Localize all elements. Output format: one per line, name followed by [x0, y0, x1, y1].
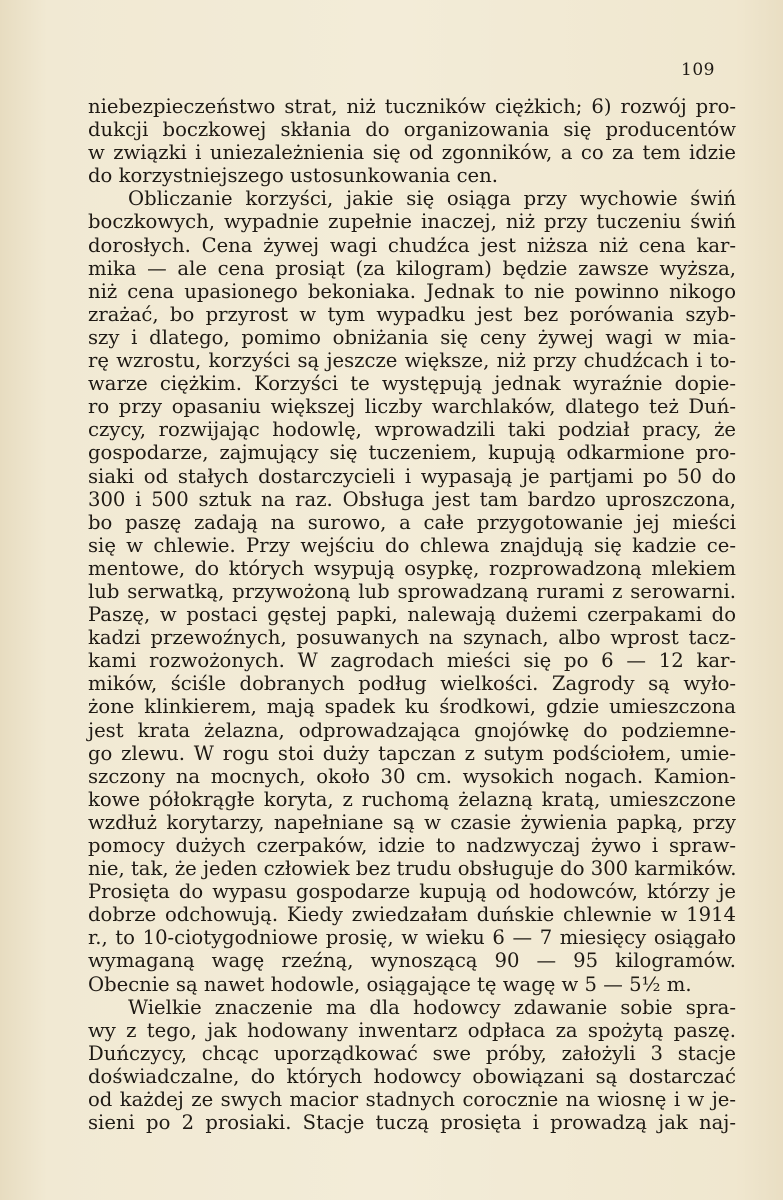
- text-line: Wielkie znaczenie ma dla hodowcy zdawanie sobie spra-: [128, 995, 736, 1019]
- text-line: czycy, rozwijając hodowlę, wprowadzili taki podział pracy, że: [88, 418, 736, 442]
- text-line: wzdłuż korytarzy, napełniane są w czasie żywienia papką, przy: [88, 810, 736, 834]
- text-line: pomocy dużych czerpaków, idzie to nadzwyczaj żywo i spraw-: [88, 834, 736, 857]
- text-line: Paszę, w postaci gęstej papki, nalewają dużemi czerpakami do: [88, 603, 736, 627]
- text-line: szy i dlatego, pomimo obniżania się ceny żywej wagi w mia-: [88, 325, 736, 349]
- text-line: r., to 10-ciotygodniowe prosię, w wieku 6 — 7 miesięcy osiągało: [88, 926, 736, 950]
- text-line: doświadczalne, do których hodowcy obowiązani są dostarczać: [88, 1064, 736, 1088]
- text-line: zrażać, bo przyrost w tym wypadku jest bez porówania szyb-: [88, 302, 736, 326]
- text-line: jest krata żelazna, odprowadzająca gnojówkę do podziemne-: [88, 718, 736, 742]
- text-line: 300 i 500 sztuk na raz. Obsługa jest tam bardzo uproszczona,: [88, 487, 736, 511]
- text-line: od każdej ze swych macior stadnych corocznie na wiosnę i w je-: [88, 1088, 736, 1112]
- text-line: kadzi przewoźnych, posuwanych na szynach, albo wprost tacz-: [88, 626, 736, 650]
- text-line: mików, ściśle dobranych podług wielkości. Zagrody są wyło-: [88, 672, 736, 696]
- text-line: niebezpieczeństwo strat, niż tuczników ciężkich; 6) rozwój pro-: [88, 95, 736, 118]
- text-line: lub serwatką, przywożoną lub sprowadzaną rurami z serowarni.: [88, 579, 736, 603]
- text-line: dorosłych. Cena żywej wagi chudźca jest niższa niż cena kar-: [88, 233, 736, 257]
- text-line: Duńczycy, chcąc uporządkować swe próby, założyli 3 stacje: [88, 1041, 736, 1065]
- text-line: w związki i uniezależnienia się od zgonników, a co za tem idzie: [88, 141, 736, 165]
- text-line: dukcji boczkowej skłania do organizowania się producentów: [88, 118, 736, 142]
- text-line: do korzystniejszego ustosunkowania cen.: [88, 164, 498, 188]
- text-line: dobrze odchowują. Kiedy zwiedzałam duńskie chlewnie w 1914: [88, 903, 736, 927]
- text-line: go zlewu. W rogu stoi duży tapczan z sutym podściołem, umie-: [88, 741, 736, 765]
- body-text: [88, 95, 736, 1134]
- text-line: warze ciężkim. Korzyści te występują jednak wyraźnie dopie-: [88, 372, 736, 396]
- text-line: sieni po 2 prosiaki. Stacje tuczą prosięta i prowadzą jak naj-: [88, 1111, 736, 1135]
- text-line: mentowe, do których wsypują osypkę, rozprowadzoną mlekiem: [88, 556, 736, 580]
- text-line: nie, tak, że jeden człowiek bez trudu obsługuje do 300 karmików.: [88, 857, 737, 881]
- text-line: kami rozwożonych. W zagrodach mieści się po 6 — 12 kar-: [88, 649, 736, 673]
- text-line: Obliczanie korzyści, jakie się osiąga przy wychowie świń: [128, 187, 736, 211]
- text-line: niż cena upasionego bekoniaka. Jednak to nie powinno nikogo: [88, 279, 736, 303]
- page-number: 109: [681, 60, 715, 80]
- text-line: mika — ale cena prosiąt (za kilogram) będzie zawsze wyższa,: [88, 256, 736, 280]
- text-line: Prosięta do wypasu gospodarze kupują od hodowców, którzy je: [88, 880, 736, 904]
- text-line: rę wzrostu, korzyści są jeszcze większe, niż przy chudźcach i to-: [88, 349, 736, 373]
- text-line: żone klinkierem, mają spadek ku środkowi, gdzie umieszczona: [88, 695, 736, 719]
- text-line: bo paszę zadają na surowo, a całe przygotowanie jej mieści: [88, 510, 736, 534]
- text-line: Obecnie są nawet hodowle, osiągające tę wagę w 5 — 5½ m.: [88, 972, 692, 996]
- text-line: się w chlewie. Przy wejściu do chlewa znajdują się kadzie ce-: [88, 533, 736, 557]
- text-line: kowe półokrągłe koryta, z ruchomą żelazną kratą, umieszczone: [88, 787, 736, 811]
- text-line: siaki od stałych dostarczycieli i wypasają je partjami po 50 do: [88, 464, 736, 488]
- text-line: boczkowych, wypadnie zupełnie inaczej, niż przy tuczeniu świń: [88, 210, 736, 234]
- text-line: gospodarze, zajmujący się tuczeniem, kupują odkarmione pro-: [88, 441, 736, 465]
- text-line: wy z tego, jak hodowany inwentarz odpłaca za spożytą paszę.: [88, 1018, 736, 1042]
- text-line: ro przy opasaniu większej liczby warchlaków, dlatego też Duń-: [88, 395, 736, 419]
- text-line: szczony na mocnych, około 30 cm. wysokich nogach. Kamion-: [88, 764, 736, 788]
- text-line: wymaganą wagę rzeźną, wynoszącą 90 — 95 kilogramów.: [88, 949, 736, 973]
